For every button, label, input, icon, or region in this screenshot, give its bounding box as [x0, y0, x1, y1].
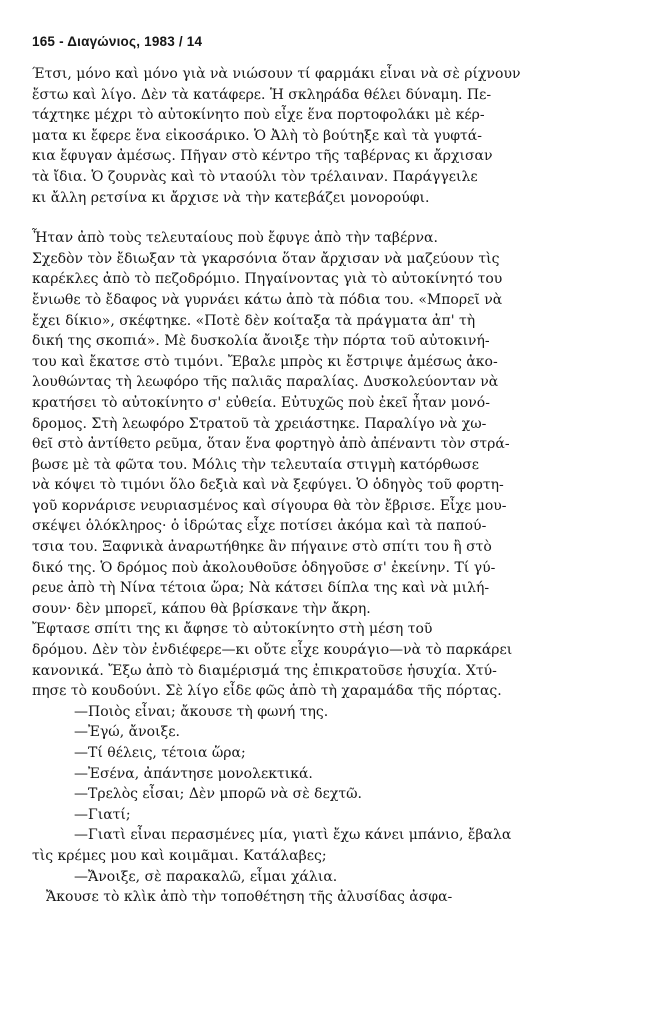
text-line: Ἔφτασε σπίτι της κι ἄφησε τὸ αὐτοκίνητο στὴ μέση τοῦ	[32, 621, 433, 638]
dialogue-block	[32, 702, 604, 908]
dialogue-line: —Ποιὸς εἶναι; ἄκουσε τὴ φωνή της.	[74, 703, 329, 720]
text-line: δρόμου. Δὲν τὸν ἐνδιέφερε—κι οὔτε εἶχε κουράγιο—νὰ τὸ παρκάρει	[32, 642, 513, 659]
dialogue-line: —Ἄνοιξε, σὲ παρακαλῶ, εἶμαι χάλια.	[74, 868, 338, 885]
text-line: λουθώντας τὴ λεωφόρο τῆς παλιᾶς παραλίας. Δυσκολεύονταν νὰ	[32, 374, 499, 391]
paragraph-1	[32, 64, 604, 208]
issue-label: Διαγώνιος, 1983 / 14	[67, 34, 203, 49]
dialogue-line: —Ἐγώ, ἄνοιξε.	[74, 724, 180, 741]
page-number: 165	[32, 34, 56, 49]
text-line: δικό της. Ὁ δρόμος ποὺ ἀκολουθοῦσε ὁδηγοῦσε σ' ἐκείνην. Τί γύ-	[32, 559, 496, 576]
text-line: ἔχει δίκιο», σκέφτηκε. «Ποτὲ δὲν κοίταξα τὰ πράγματα ἀπ' τὴ	[32, 312, 476, 329]
text-line: σκέψει ὁλόκληρος· ὁ ἱδρώτας εἶχε ποτίσει ἀκόμα καὶ τὰ παπού-	[32, 518, 487, 535]
dialogue-line: —Γιατί;	[74, 806, 131, 823]
dialogue-line: —Τί θέλεις, τέτοια ὥρα;	[74, 745, 246, 761]
text-line: κρατήσει τὸ αὐτοκίνητο σ' εὐθεία. Εὐτυχῶς ποὺ ἐκεῖ ἦταν μονό-	[32, 394, 490, 411]
text-line: του καὶ ἔκατσε στὸ τιμόνι. Ἔβαλε μπρὸς κι ἔστριψε ἀμέσως ἀκο-	[32, 353, 498, 370]
text-line: νὰ κόψει τὸ τιμόνι ὅλο δεξιὰ καὶ νὰ ξεφύγει. Ὁ ὁδηγὸς τοῦ φορτη-	[32, 477, 504, 494]
text-line: σουν· δὲν μπορεῖ, κάπου θὰ βρίσκανε τὴν ἄκρη.	[32, 600, 371, 617]
text-line: δρομος. Στὴ λεωφόρο Στρατοῦ τὰ χρειάστηκε. Παραλίγο νὰ χω-	[32, 415, 487, 432]
text-line: Ἦταν ἀπὸ τοὺς τελευταίους ποὺ ἔφυγε ἀπὸ τὴν ταβέρνα.	[32, 230, 438, 247]
book-page	[32, 34, 604, 908]
dialogue-line: —Γιατὶ εἶναι περασμένες μία, γιατὶ ἔχω κάνει μπάνιο, ἔβαλα	[74, 827, 512, 844]
text-line: θεῖ στὸ ἀντίθετο ρεῦμα, ὅταν ἕνα φορτηγὸ ἀπὸ ἀπέναντι τὸν στρά-	[32, 436, 510, 453]
text-line: τὰ ἴδια. Ὁ ζουρνὰς καὶ τὸ νταούλι τὸν τρέλαιναν. Παράγγειλε	[32, 168, 478, 185]
dialogue-line: —Τρελὸς εἶσαι; Δὲν μπορῶ νὰ σὲ δεχτῶ.	[74, 786, 362, 803]
paragraph-2	[32, 228, 604, 702]
text-line: κανονικά. Ἔξω ἀπὸ τὸ διαμέρισμά της ἐπικρατοῦσε ἡσυχία. Χτύ-	[32, 662, 497, 679]
text-line: κια ἔφυγαν ἀμέσως. Πῆγαν στὸ κέντρο τῆς ταβέρνας κι ἄρχισαν	[32, 148, 493, 165]
text-line: δική της σκοπιά». Μὲ δυσκολία ἄνοιξε τὴν πόρτα τοῦ αὐτοκινή-	[32, 333, 490, 350]
header-separator: -	[55, 34, 68, 49]
text-line: ματα κι ἔφερε ἕνα εἰκοσάρικο. Ὁ Ἀλὴ τὸ βούτηξε καὶ τὰ γυφτά-	[32, 127, 482, 144]
text-line: ρευε ἀπὸ τὴ Νίνα τέτοια ὥρα; Νὰ κάτσει δίπλα της καὶ νὰ μιλή-	[32, 580, 490, 597]
text-line: Ἄκουσε τὸ κλὶκ ἀπὸ τὴν τοποθέτηση τῆς ἀλυσίδας ἀσφα-	[46, 889, 453, 906]
text-line: πησε τὸ κουδούνι. Σὲ λίγο εἶδε φῶς ἀπὸ τὴ χαραμάδα τῆς πόρτας.	[32, 683, 502, 700]
text-line: Έτσι, μόνο καὶ μόνο γιὰ νὰ νιώσουν τί φαρμάκι εἶναι νὰ σὲ ρίχνουν	[32, 66, 521, 82]
text-line: κι ἄλλη ρετσίνα κι ἄρχισε νὰ τὴν κατεβάζει μονορούφι.	[32, 189, 430, 206]
text-line: γοῦ κορνάρισε νευριασμένος καὶ σίγουρα θὰ τὸν ἔβρισε. Εἶχε μου-	[32, 497, 507, 514]
text-line: τάχτηκε μέχρι τὸ αὐτοκίνητο ποὺ εἶχε ἕνα πορτοφολάκι μὲ κέρ-	[32, 107, 485, 124]
text-line: καρέκλες ἀπὸ τὸ πεζοδρόμιο. Πηγαίνοντας γιὰ τὸ αὐτοκίνητό του	[32, 271, 503, 288]
dialogue-line: τὶς κρέμες μου καὶ κοιμᾶμαι. Κατάλαβες;	[32, 847, 327, 864]
text-line: ἔστω καὶ λίγο. Δὲν τὰ κατάφερε. Ἡ σκληράδα θέλει δύναμη. Πε-	[32, 86, 492, 103]
text-line: Σχεδὸν τὸν ἔδιωξαν τὰ γκαρσόνια ὅταν ἄρχισαν νὰ μαζεύουν τὶς	[32, 250, 500, 267]
running-header	[32, 34, 604, 52]
text-line: τσια του. Ξαφνικὰ ἀναρωτήθηκε ἂν πήγαινε στὸ σπίτι του ἢ στὸ	[32, 539, 492, 556]
dialogue-line: —Ἐσένα, ἀπάντησε μονολεκτικά.	[74, 765, 313, 782]
text-line: ἔνιωθε τὸ ἔδαφος νὰ γυρνάει κάτω ἀπὸ τὰ πόδια του. «Μπορεῖ νὰ	[32, 291, 503, 308]
text-line: βωσε μὲ τὰ φῶτα του. Μόλις τὴν τελευταία στιγμὴ κατόρθωσε	[32, 456, 480, 473]
